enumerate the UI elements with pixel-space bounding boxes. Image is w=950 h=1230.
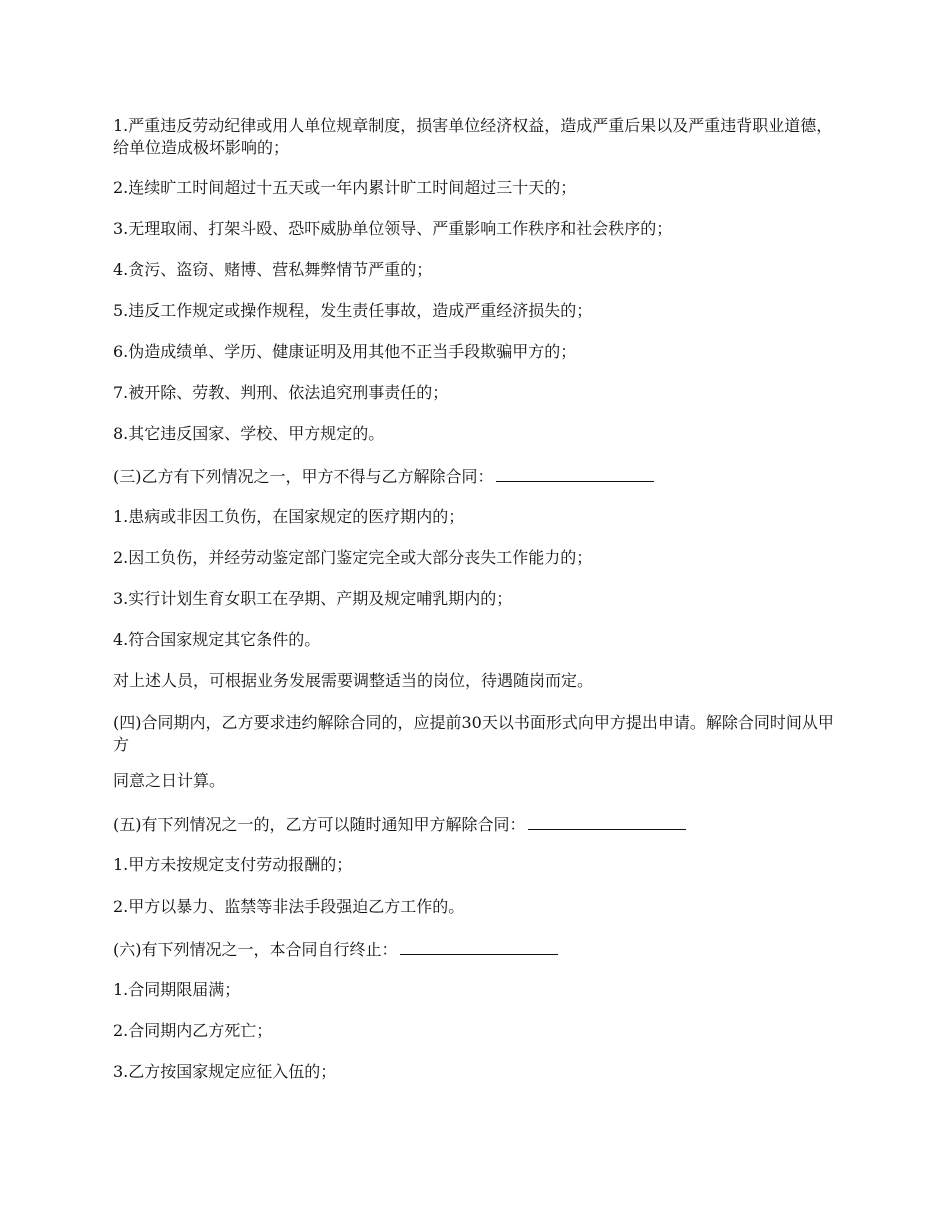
- paragraph-item-3: [113, 588, 838, 610]
- paragraph-text: (五)有下列情况之一的，乙方可以随时通知甲方解除合同：: [113, 815, 526, 834]
- paragraph-text: 4.贪污、盗窃、赌博、营私舞弊情节严重的；: [113, 260, 433, 279]
- paragraph-item-1: [113, 506, 838, 528]
- paragraph-text: 3.实行计划生育女职工在孕期、产期及规定哺乳期内的；: [113, 589, 513, 608]
- paragraph-text: 同意之日计算。: [113, 771, 226, 790]
- paragraph-text: 2.合同期内乙方死亡；: [113, 1021, 273, 1040]
- paragraph-text: 3.无理取闹、打架斗殴、恐吓威胁单位领导、严重影响工作秩序和社会秩序的；: [113, 219, 673, 238]
- paragraph-clause-1: [113, 115, 838, 159]
- paragraph-text: 3.乙方按国家规定应征入伍的；: [113, 1062, 337, 1081]
- section-heading-6: [113, 938, 838, 961]
- section-heading-5: [113, 813, 838, 836]
- paragraph-clause-6: [113, 341, 838, 363]
- paragraph-text: 6.伪造成绩单、学历、健康证明及用其他不正当手段欺骗甲方的；: [113, 342, 577, 361]
- paragraph-clause-5: [113, 300, 838, 322]
- paragraph-text: 1.合同期限届满；: [113, 980, 241, 999]
- paragraph-text: 7.被开除、劳教、判刑、依法追究刑事责任的；: [113, 383, 449, 402]
- fill-in-blank: [400, 938, 558, 955]
- paragraph-clause-8: [113, 423, 838, 445]
- paragraph-text: (六)有下列情况之一，本合同自行终止：: [113, 940, 398, 959]
- fill-in-blank: [496, 465, 654, 482]
- paragraph-text: 2.甲方以暴力、监禁等非法手段强迫乙方工作的。: [113, 897, 465, 916]
- paragraph-clause-4: [113, 259, 838, 281]
- paragraph-note: [113, 670, 838, 692]
- paragraph-text: 2.连续旷工时间超过十五天或一年内累计旷工时间超过三十天的；: [113, 178, 577, 197]
- paragraph-text: 1.严重违反劳动纪律或用人单位规章制度，损害单位经济权益，造成严重后果以及严重违背职业道德，给单位造成极坏影响的；: [113, 116, 833, 157]
- paragraph-item-5-2: [113, 896, 838, 918]
- paragraph-item-6-2: [113, 1020, 838, 1042]
- paragraph-continuation: [113, 770, 838, 792]
- paragraph-item-2: [113, 547, 838, 569]
- paragraph-clause-7: [113, 382, 838, 404]
- paragraph-text: 1.患病或非因工负伤，在国家规定的医疗期内的；: [113, 507, 465, 526]
- paragraph-item-6-1: [113, 979, 838, 1001]
- paragraph-text: 2.因工负伤，并经劳动鉴定部门鉴定完全或大部分丧失工作能力的；: [113, 548, 593, 567]
- section-heading-3: [113, 465, 838, 488]
- paragraph-clause-2: [113, 177, 838, 199]
- paragraph-clause-3: [113, 218, 838, 240]
- paragraph-item-4: [113, 629, 838, 651]
- paragraph-item-5-1: [113, 854, 838, 876]
- fill-in-blank: [528, 813, 686, 830]
- section-heading-4: [113, 712, 838, 756]
- paragraph-text: 1.甲方未按规定支付劳动报酬的；: [113, 855, 353, 874]
- paragraph-text: 4.符合国家规定其它条件的。: [113, 630, 321, 649]
- paragraph-text: (四)合同期内，乙方要求违约解除合同的，应提前30天以书面形式向甲方提出申请。解除合同时间从甲方: [113, 713, 834, 754]
- paragraph-item-6-3: [113, 1061, 838, 1083]
- paragraph-text: 8.其它违反国家、学校、甲方规定的。: [113, 424, 385, 443]
- paragraph-text: 5.违反工作规定或操作规程，发生责任事故，造成严重经济损失的；: [113, 301, 593, 320]
- paragraph-text: (三)乙方有下列情况之一，甲方不得与乙方解除合同：: [113, 467, 494, 486]
- paragraph-text: 对上述人员，可根据业务发展需要调整适当的岗位，待遇随岗而定。: [113, 671, 594, 690]
